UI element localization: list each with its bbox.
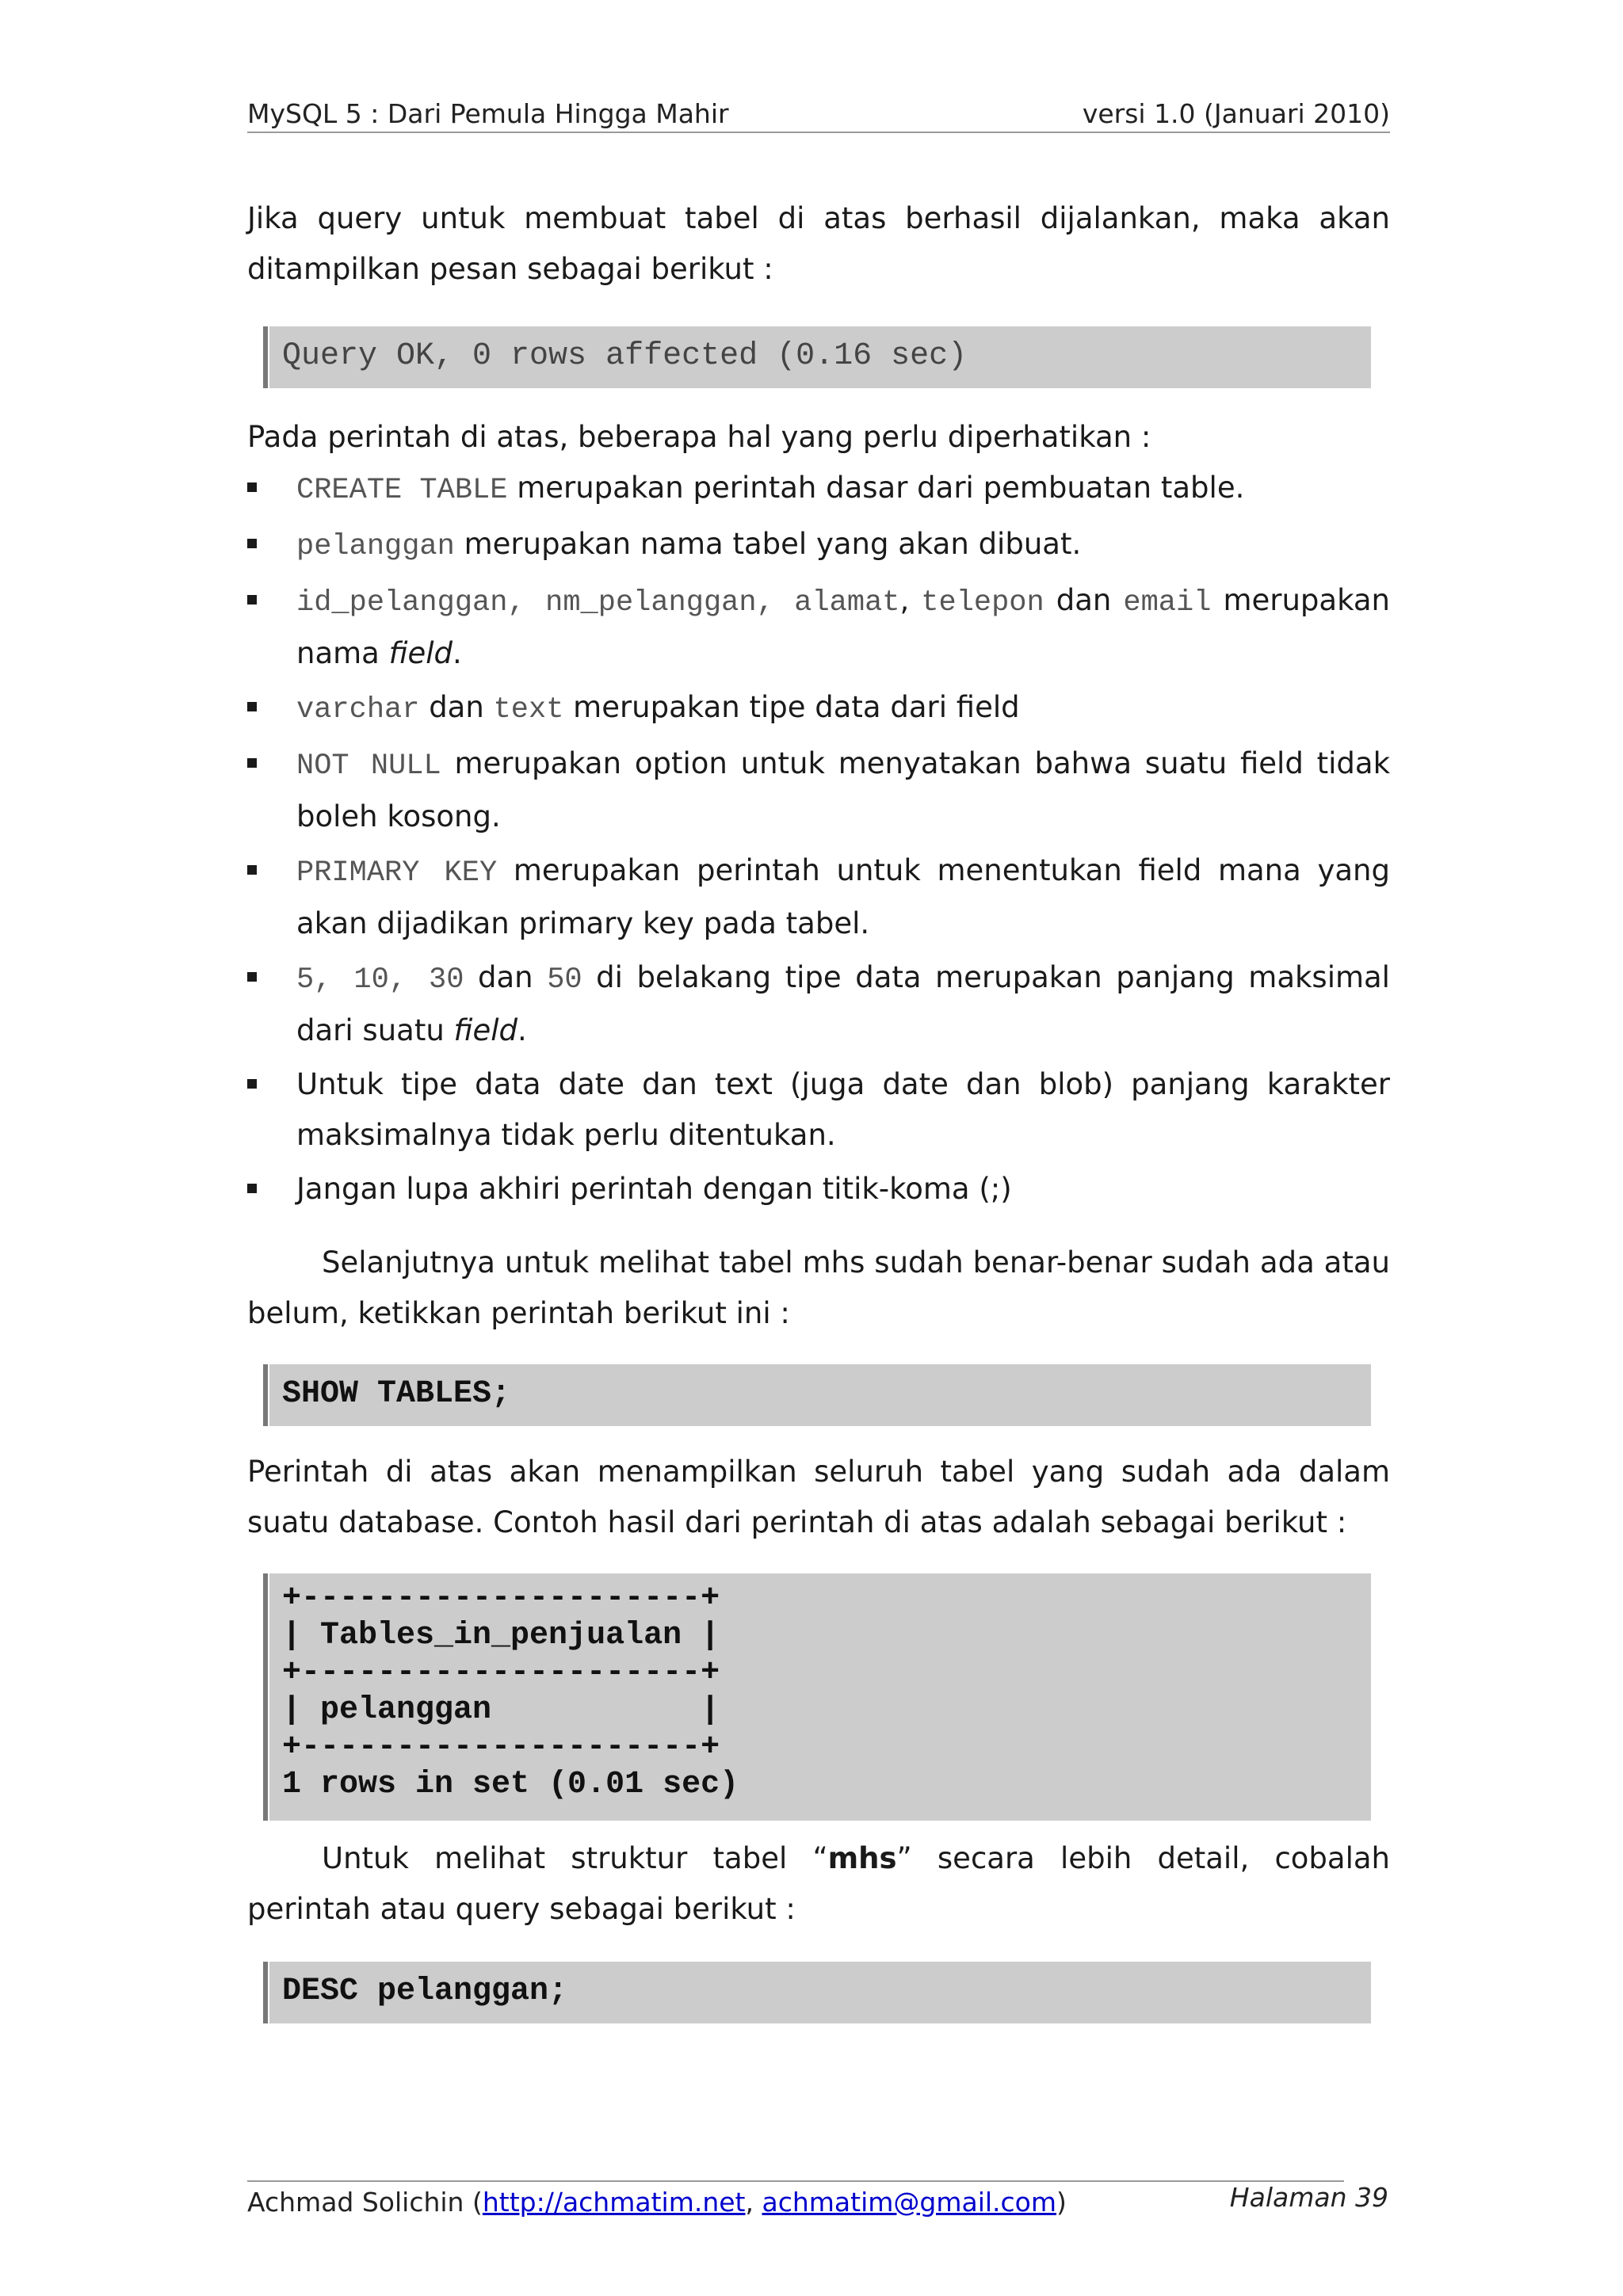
footer-close: ) xyxy=(1056,2187,1067,2218)
footer-divider xyxy=(247,2180,1344,2182)
bullet-text: . xyxy=(453,636,462,670)
bullet-square-icon xyxy=(247,972,257,982)
separator: , xyxy=(507,586,546,620)
code-email: email xyxy=(1123,586,1212,620)
bullet-text: Jangan lupa akhiri perintah dengan titik-koma (;) xyxy=(296,1172,1012,1206)
code-alamat: alamat xyxy=(794,586,900,620)
code-50: 50 xyxy=(547,963,582,997)
code-box-query-ok xyxy=(263,326,1371,388)
code-box-desc xyxy=(263,1962,1371,2023)
separator: , xyxy=(388,963,430,997)
bullet-text: merupakan nama tabel yang akan dibuat. xyxy=(454,527,1082,561)
bullet-text: Untuk tipe data date dan text (juga date dan blob) panjang karakter maksimalnya tidak perlu ditentukan. xyxy=(296,1067,1390,1152)
code-box-tables-result xyxy=(263,1573,1371,1821)
code-pelanggan: pelanggan xyxy=(296,530,455,563)
bullet-text: di belakang tipe data merupakan panjang maksimal dari suatu xyxy=(296,960,1390,1047)
bullet-square-icon xyxy=(247,702,257,711)
code-query-ok: Query OK, 0 rows affected (0.16 sec) xyxy=(282,338,968,374)
bullet-square-icon xyxy=(247,482,257,492)
code-box-show-tables xyxy=(263,1364,1371,1426)
bullet-text: . xyxy=(517,1013,527,1047)
footer-email-link[interactable]: achmatim@gmail.com xyxy=(762,2187,1057,2218)
bullet-lengths xyxy=(247,952,1390,1056)
emphasis-field: field xyxy=(388,636,453,670)
bullet-primary-key xyxy=(247,845,1390,949)
bullet-square-icon xyxy=(247,865,257,875)
bullet-square-icon xyxy=(247,1079,257,1089)
footer-separator: , xyxy=(745,2187,762,2218)
bullet-square-icon xyxy=(247,1184,257,1193)
desc-intro-text: ” secara lebih detail, cobalah perintah atau query sebagai berikut : xyxy=(247,1841,1390,1926)
page-number: Halaman 39 xyxy=(1229,2182,1388,2213)
page-footer xyxy=(247,2187,1067,2218)
code-nm-pelanggan: nm_pelanggan xyxy=(545,586,757,620)
code-show-tables: SHOW TABLES; xyxy=(282,1376,511,1412)
separator: , xyxy=(756,586,795,620)
show-tables-intro-paragraph: Selanjutnya untuk melihat tabel mhs sudah benar-benar sudah ada atau belum, ketikkan perintah berikut ini : xyxy=(247,1245,1390,1330)
page-header xyxy=(247,95,1390,133)
bullet-text: merupakan tipe data dari field xyxy=(563,690,1020,724)
code-primary-key: PRIMARY KEY xyxy=(296,856,498,890)
bullet-text: merupakan perintah untuk menentukan field mana yang akan dijadikan primary key pada tabel. xyxy=(296,853,1390,940)
bullet-data-types xyxy=(247,682,1390,735)
footer-author: Achmad Solichin ( xyxy=(247,2187,483,2218)
show-tables-explain-paragraph: Perintah di atas akan menampilkan seluruh tabel yang sudah ada dalam suatu database. Contoh hasil dari perintah di atas adalah sebagai berikut : xyxy=(247,1455,1390,1539)
code-text: text xyxy=(493,693,564,727)
code-5: 5 xyxy=(296,963,315,997)
bullet-text: dan xyxy=(464,960,548,994)
code-not-null: NOT NULL xyxy=(296,749,441,783)
desc-intro-paragraph xyxy=(247,1833,1390,1935)
bullet-square-icon xyxy=(247,539,257,548)
separator: , xyxy=(314,963,354,997)
separator: , xyxy=(899,583,922,617)
bold-mhs: mhs xyxy=(827,1841,897,1875)
code-30: 30 xyxy=(429,963,464,997)
bullet-text: merupakan perintah dasar dari pembuatan table. xyxy=(507,471,1245,505)
header-version: versi 1.0 (Januari 2010) xyxy=(1082,98,1390,129)
desc-intro-text: Untuk melihat struktur tabel “ xyxy=(322,1841,828,1875)
bullet-not-null xyxy=(247,738,1390,842)
bullet-square-icon xyxy=(247,758,257,768)
bullet-text: dan xyxy=(1044,583,1124,617)
bullet-pelanggan xyxy=(247,519,1390,572)
notes-bullet-list xyxy=(247,463,1390,1218)
code-create-table: CREATE TABLE xyxy=(296,474,508,507)
bullet-square-icon xyxy=(247,595,257,605)
bullet-text: dan xyxy=(419,690,494,724)
code-id-pelanggan: id_pelanggan xyxy=(296,586,508,620)
notes-intro-paragraph: Pada perintah di atas, beberapa hal yang perlu diperhatikan : xyxy=(247,420,1151,454)
bullet-date-text xyxy=(247,1059,1390,1161)
emphasis-field: field xyxy=(453,1013,517,1047)
code-varchar: varchar xyxy=(296,693,420,727)
bullet-text: merupakan nama xyxy=(296,583,1390,670)
header-book-title: MySQL 5 : Dari Pemula Hingga Mahir xyxy=(247,98,729,129)
bullet-create-table xyxy=(247,463,1390,516)
code-telepon: telepon xyxy=(921,586,1044,620)
code-10: 10 xyxy=(353,963,389,997)
bullet-semicolon xyxy=(247,1164,1390,1215)
bullet-field-names xyxy=(247,575,1390,679)
bullet-text: merupakan option untuk menyatakan bahwa suatu field tidak boleh kosong. xyxy=(296,746,1390,833)
code-tables-result: +---------------------+ | Tables_in_penjualan | +---------------------+ | pelanggan | +---------------------+ 1 rows in set (0.01 sec) xyxy=(282,1581,739,1802)
footer-website-link[interactable]: http://achmatim.net xyxy=(482,2187,746,2218)
intro-paragraph: Jika query untuk membuat tabel di atas berhasil dijalankan, maka akan ditampilkan pesan sebagai berikut : xyxy=(247,201,1390,286)
code-desc-pelanggan: DESC pelanggan; xyxy=(282,1974,568,2009)
